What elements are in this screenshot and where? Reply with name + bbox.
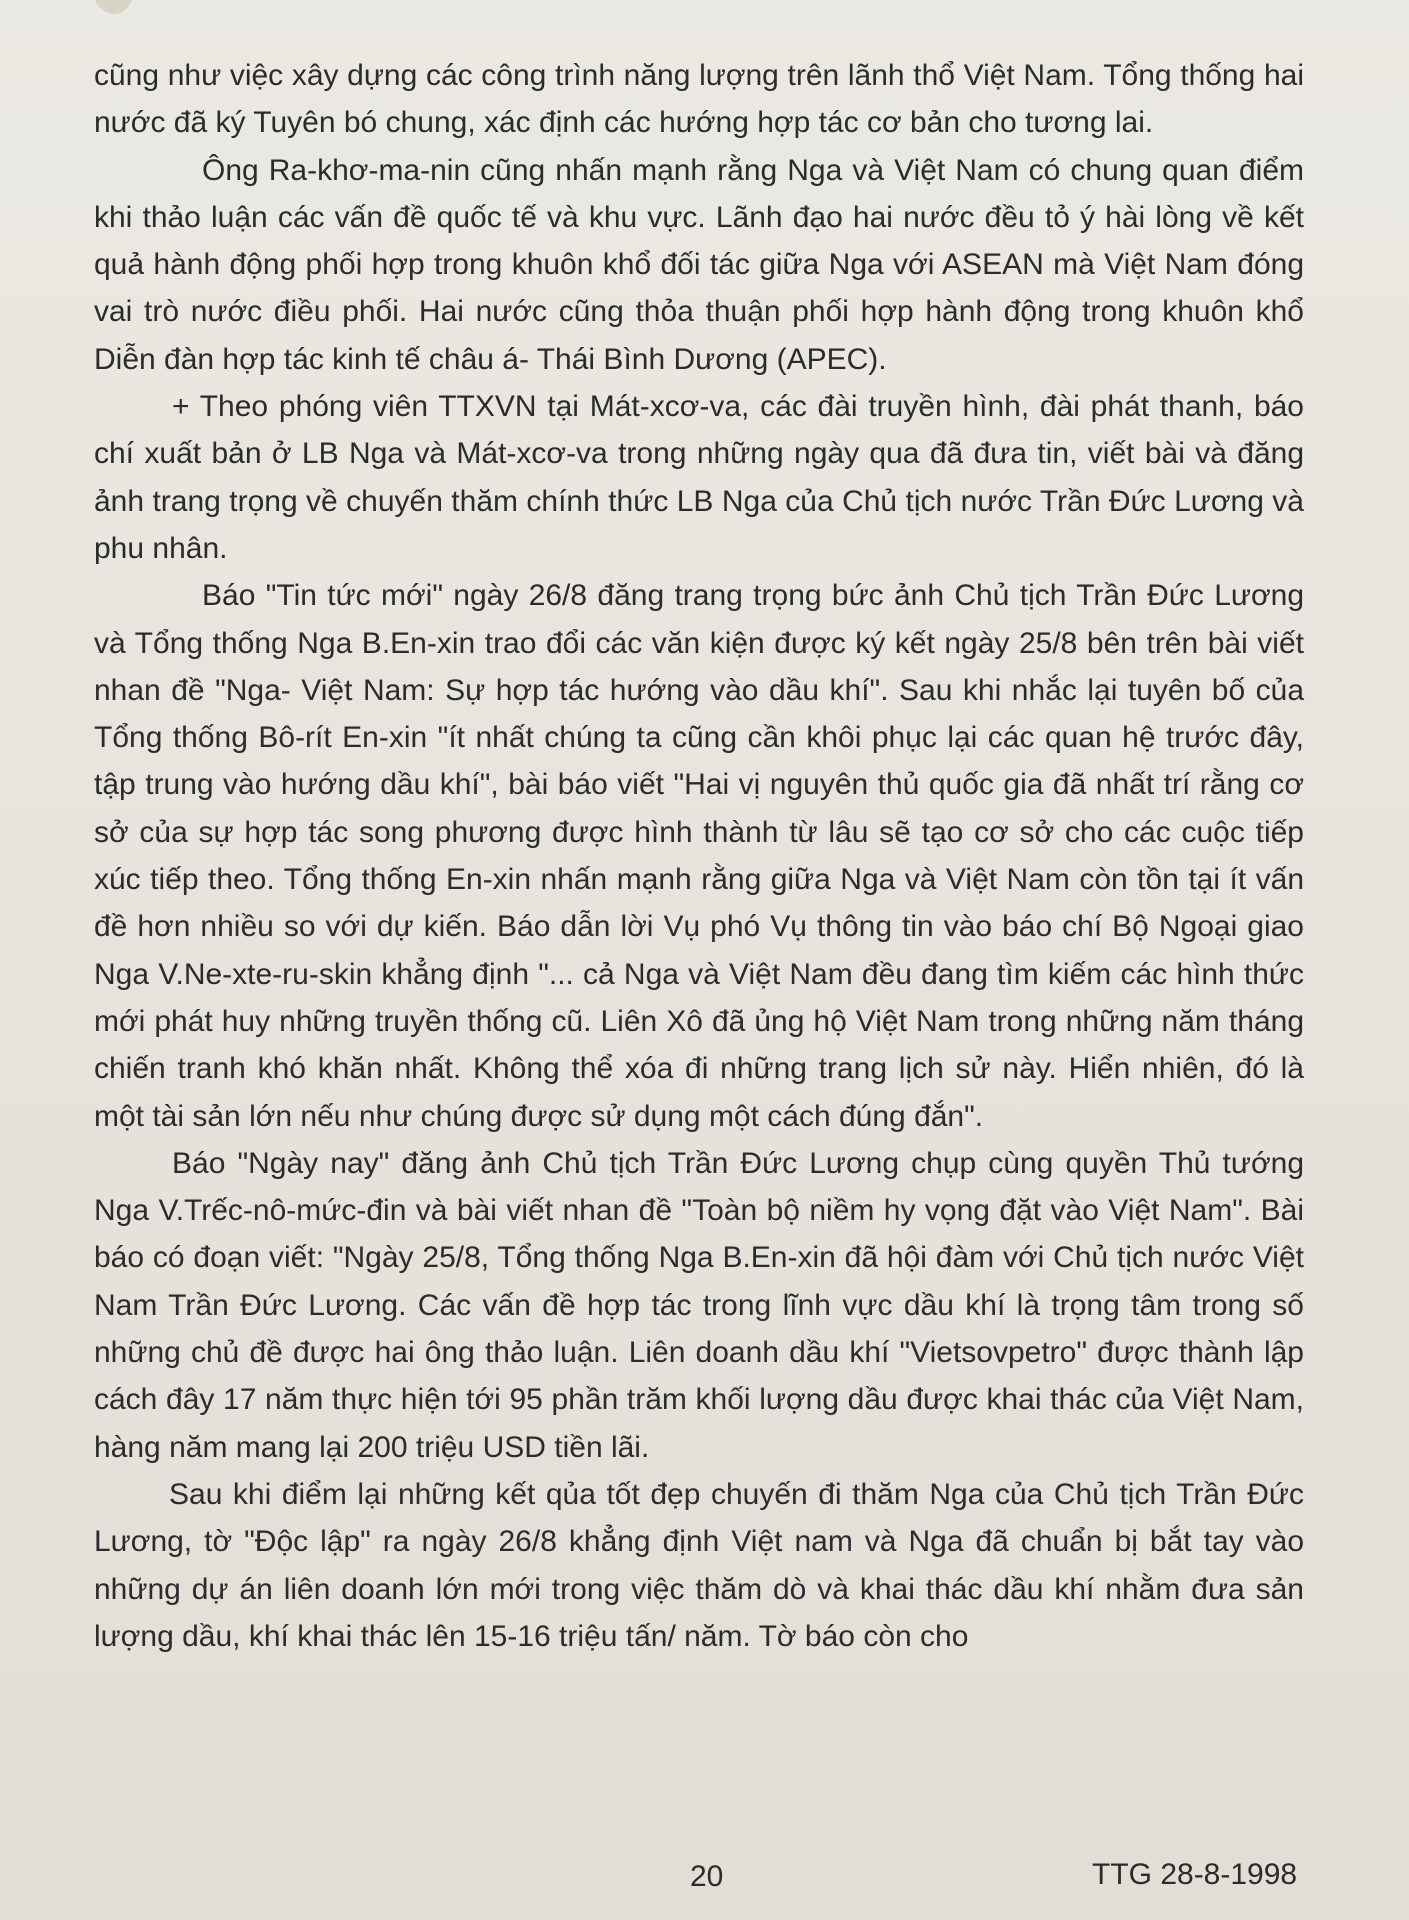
page-number: 20 — [690, 1860, 724, 1893]
paragraph-4: Báo "Tin tức mới" ngày 26/8 đăng trang trọng bức ảnh Chủ tịch Trần Đức Lương và Tổng thống Nga B.En-xin trao đổi các văn kiện được ký kết ngày 25/8 bên trên bài viết nhan đề "Nga- Việt Nam: Sự hợp tác hướng vào dầu khí". Sau khi nhắc lại tuyên bố của Tổng thống Bô-rít En-xin "ít nhất chúng ta cũng cần khôi phục lại các quan hệ trước đây, tập trung vào hướng dầu khí", bài báo viết "Hai vị nguyên thủ quốc gia đã nhất trí rằng cơ sở của sự hợp tác song phương được hình thành từ lâu sẽ tạo cơ sở cho các cuộc tiếp xúc tiếp theo. Tổng thống En-xin nhấn mạnh rằng giữa Nga và Việt Nam còn tồn tại ít vấn đề hơn nhiều so với dự kiến. Báo dẫn lời Vụ phó Vụ thông tin vào báo chí Bộ Ngoại giao Nga V.Ne-xte-ru-skin khẳng định "... cả Nga và Việt Nam đều đang tìm kiếm các hình thức mới phát huy những truyền thống cũ. Liên Xô đã ủng hộ Việt Nam trong những năm tháng chiến tranh khó khăn nhất. Không thể xóa đi những trang lịch sử này. Hiển nhiên, đó là một tài sản lớn nếu như chúng được sử dụng một cách đúng đắn". — [94, 579, 1304, 1133]
paragraph-6: Sau khi điểm lại những kết qủa tốt đẹp chuyến đi thăm Nga của Chủ tịch Trần Đức Lương, tờ "Độc lập" ra ngày 26/8 khẳng định Việt nam và Nga đã chuẩn bị bắt tay vào những dự án liên doanh lớn mới trong việc thăm dò và khai thác dầu khí nhằm đưa sản lượng dầu, khí khai thác lên 15-16 triệu tấn/ năm. Tờ báo còn cho — [94, 1477, 1304, 1653]
document-reference: TTG 28-8-1998 — [1092, 1858, 1298, 1891]
paragraph-1: cũng như việc xây dựng các công trình năng lượng trên lãnh thổ Việt Nam. Tổng thống hai nước đã ký Tuyên bó chung, xác định các hướng hợp tác cơ bản cho tương lai. — [94, 59, 1304, 140]
document-body — [94, 52, 1304, 1660]
paragraph-3: + Theo phóng viên TTXVN tại Mát-xcơ-va, các đài truyền hình, đài phát thanh, báo chí xuất bản ở LB Nga và Mát-xcơ-va trong những ngày qua đã đưa tin, viết bài và đăng ảnh trang trọng về chuyến thăm chính thức LB Nga của Chủ tịch nước Trần Đức Lương và phu nhân. — [94, 390, 1304, 565]
paper-stain-mark — [0, 0, 150, 30]
paragraph-5: Báo "Ngày nay" đăng ảnh Chủ tịch Trần Đức Lương chụp cùng quyền Thủ tướng Nga V.Trếc-nô-mức-đin và bài viết nhan đề "Toàn bộ niềm hy vọng đặt vào Việt Nam". Bài báo có đoạn viết: "Ngày 25/8, Tổng thống Nga B.En-xin đã hội đàm với Chủ tịch nước Việt Nam Trần Đức Lương. Các vấn đề hợp tác trong lĩnh vực dầu khí là trọng tâm trong số những chủ đề được hai ông thảo luận. Liên doanh dầu khí "Vietsovpetro" được thành lập cách đây 17 năm thực hiện tới 95 phần trăm khối lượng dầu được khai thác của Việt Nam, hàng năm mang lại 200 triệu USD tiền lãi. — [94, 1146, 1304, 1464]
paragraph-2: Ông Ra-khơ-ma-nin cũng nhấn mạnh rằng Nga và Việt Nam có chung quan điểm khi thảo luận các vấn đề quốc tế và khu vực. Lãnh đạo hai nước đều tỏ ý hài lòng về kết quả hành động phối hợp trong khuôn khổ đối tác giữa Nga với ASEAN mà Việt Nam đóng vai trò nước điều phối. Hai nước cũng thỏa thuận phối hợp hành động trong khuôn khổ Diễn đàn hợp tác kinh tế châu á- Thái Bình Dương (APEC). — [94, 153, 1304, 376]
